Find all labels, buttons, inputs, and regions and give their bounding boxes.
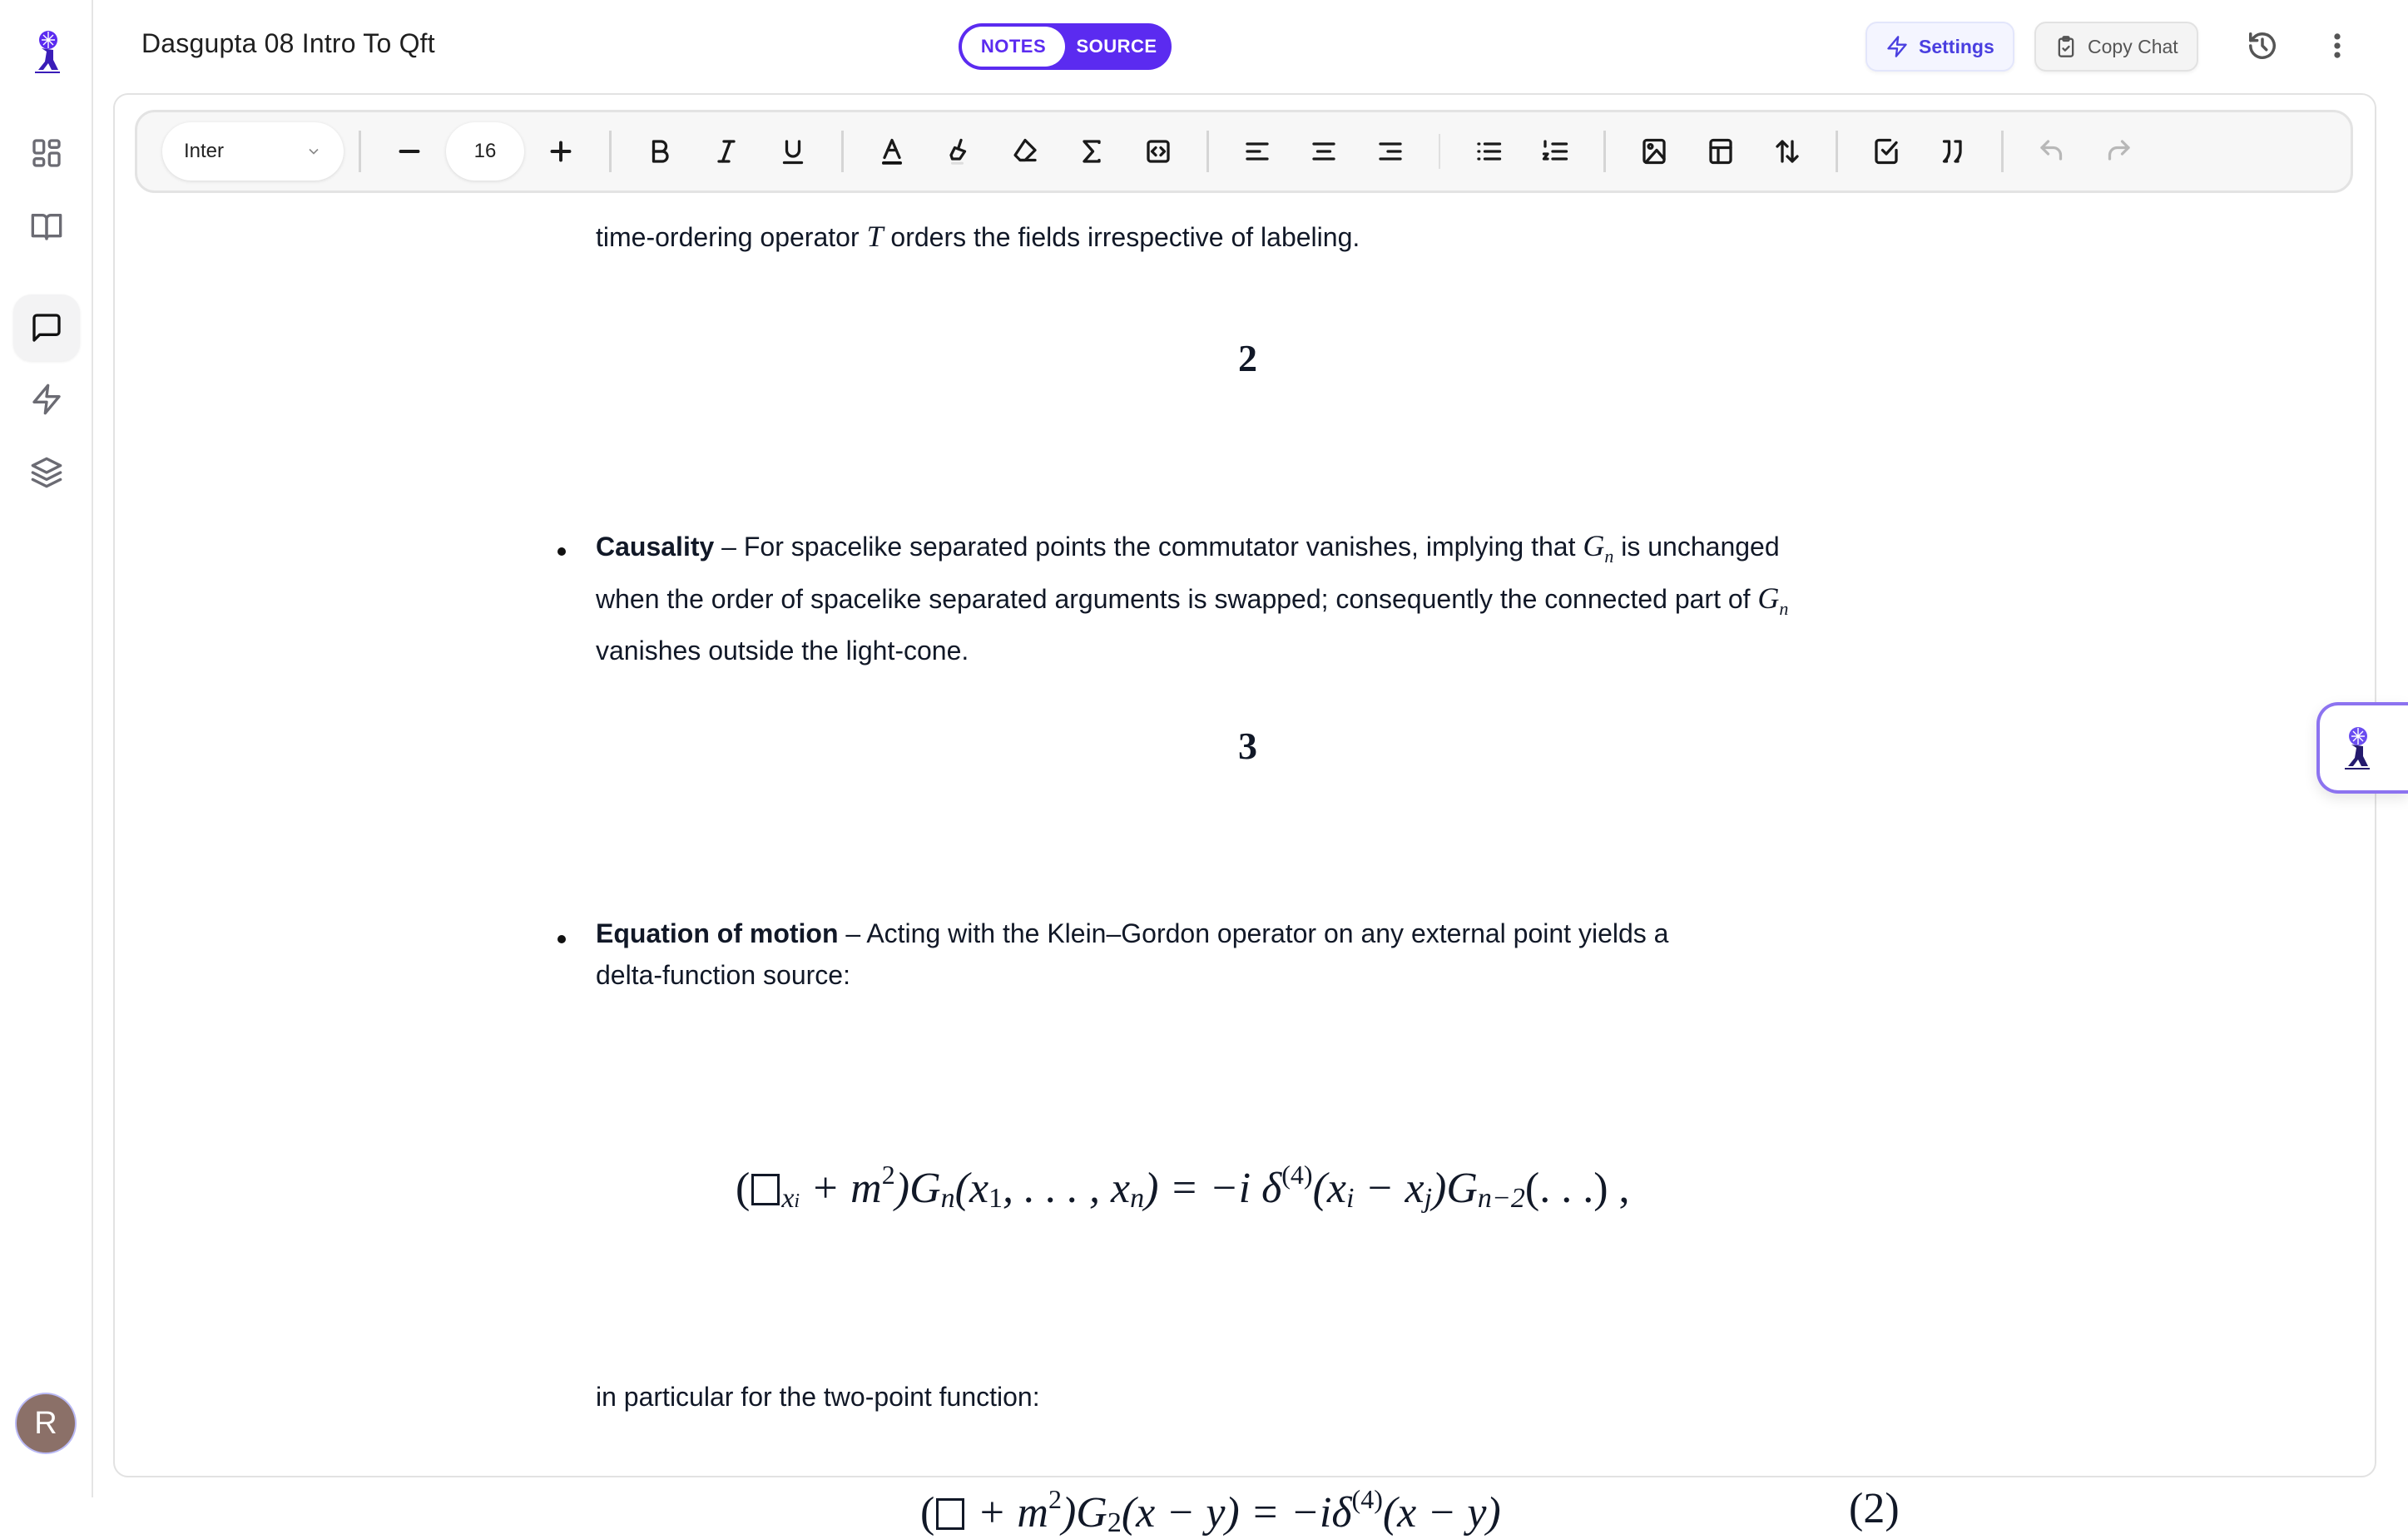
avatar-initial: R — [34, 1405, 57, 1441]
toolbar-divider — [359, 131, 361, 172]
insert-table-button[interactable] — [1697, 127, 1745, 176]
clear-format-button[interactable] — [1001, 127, 1049, 176]
text: when the order of spacelike separated arguments is swapped; consequently the connected part of — [596, 584, 1758, 615]
redo-icon — [2103, 136, 2133, 166]
bullet-list-button[interactable] — [1464, 127, 1513, 176]
numbered-list-button[interactable] — [1531, 127, 1579, 176]
plus-icon — [546, 136, 576, 166]
user-avatar[interactable] — [17, 1394, 75, 1452]
underline-button[interactable] — [769, 127, 817, 176]
redo-button[interactable] — [2094, 127, 2143, 176]
section-heading-2: 2 — [1238, 337, 1257, 379]
toolbar-divider — [841, 131, 844, 172]
sigma-icon — [1077, 136, 1107, 166]
list-item-causality — [596, 525, 2060, 671]
copy-chat-button[interactable] — [2034, 22, 2198, 72]
message-square-icon — [30, 311, 63, 344]
undo-button[interactable] — [2028, 127, 2076, 176]
arrow-up-down-icon — [1772, 136, 1802, 166]
clipboard-check-icon — [2054, 35, 2078, 58]
zap-icon — [30, 383, 63, 416]
highlighter-icon — [944, 136, 974, 166]
editor — [113, 93, 2376, 1538]
underline-icon — [778, 136, 808, 166]
toolbar-divider — [1603, 131, 1606, 172]
atlas-logo-icon[interactable] — [28, 28, 65, 75]
text: – For spacelike separated points the commutator vanishes, implying that — [714, 532, 1583, 562]
document-content[interactable] — [115, 195, 2375, 1538]
align-left-icon — [1242, 136, 1272, 166]
document-title: Dasgupta 08 Intro To Qft — [141, 28, 435, 58]
sidebar-item-actions[interactable] — [13, 366, 80, 433]
formatting-toolbar — [135, 110, 2353, 193]
formula-button[interactable] — [1068, 127, 1116, 176]
equation-klein-gordon-general: ( $_{xi} + m^2)G_n(x_1$, . . . , $x_n) = -i$ $\delta^{(4)}(x_i - x_j)G_{n-2}$(. . .) , — [736, 1160, 1630, 1214]
zap-icon — [1885, 35, 1909, 58]
sort-button[interactable] — [1763, 127, 1811, 176]
minus-icon — [394, 136, 424, 166]
align-right-button[interactable] — [1366, 127, 1415, 176]
grid-icon — [30, 136, 63, 170]
text-color-icon — [877, 136, 907, 166]
assistant-launcher-button[interactable] — [2316, 702, 2408, 794]
eraser-icon — [1010, 136, 1040, 166]
increase-font-size-button[interactable] — [537, 127, 585, 176]
text: – Acting with the Klein–Gordon operator on any external point yields a — [838, 918, 1669, 948]
bold-icon — [645, 136, 675, 166]
eom-title: Equation of motion — [596, 918, 839, 948]
sidebar-item-dashboard[interactable] — [13, 120, 80, 186]
image-icon — [1639, 136, 1669, 166]
bullet-dot — [557, 935, 566, 943]
chevron-down-icon — [305, 143, 322, 160]
math-Gn: $G_n$ — [1583, 529, 1614, 567]
sidebar-item-library[interactable] — [13, 193, 80, 260]
bullet-dot — [557, 547, 566, 556]
align-center-button[interactable] — [1300, 127, 1348, 176]
code-block-button[interactable] — [1134, 127, 1182, 176]
paragraph-two-point: in particular for the two-point function: — [596, 1382, 1040, 1412]
text-color-button[interactable] — [868, 127, 916, 176]
settings-button[interactable] — [1865, 22, 2014, 72]
toolbar-divider — [1836, 131, 1838, 172]
insert-image-button[interactable] — [1630, 127, 1678, 176]
sidebar-item-chat[interactable] — [13, 294, 80, 361]
quote-button[interactable] — [1929, 127, 1977, 176]
toolbar-divider — [1206, 131, 1209, 172]
font-family-select[interactable] — [162, 122, 344, 181]
bold-button[interactable] — [636, 127, 684, 176]
text: orders the fields irrespective of labeling. — [883, 222, 1360, 252]
history-icon — [2247, 30, 2278, 62]
settings-label: Settings — [1919, 35, 1994, 57]
numbered-list-icon — [1540, 136, 1570, 166]
align-right-icon — [1375, 136, 1405, 166]
font-family-value: Inter — [184, 140, 225, 162]
align-center-icon — [1309, 136, 1339, 166]
sidebar-item-layers[interactable] — [13, 439, 80, 506]
equation-two-point: ( + $m^2)G_2(x - y) = -i\delta^{(4)}(x - y)$ — [920, 1484, 1501, 1538]
checkbox-button[interactable] — [1862, 127, 1910, 176]
decrease-font-size-button[interactable] — [385, 127, 434, 176]
quote-icon — [1938, 136, 1968, 166]
toolbar-divider — [2001, 131, 2004, 172]
paragraph-time-ordering — [596, 215, 1360, 258]
math-Gn: $G_n$ — [1757, 581, 1789, 620]
book-open-icon — [30, 210, 63, 243]
text: delta-function source: — [596, 960, 850, 990]
font-size-input[interactable]: 16 — [446, 122, 524, 181]
code-block-icon — [1143, 136, 1173, 166]
highlight-button[interactable] — [934, 127, 983, 176]
italic-button[interactable] — [702, 127, 751, 176]
section-heading-3: 3 — [1238, 725, 1257, 767]
text: vanishes outside the light-cone. — [596, 636, 969, 666]
copy-chat-label: Copy Chat — [2088, 35, 2178, 57]
text: time-ordering operator — [596, 222, 867, 252]
history-button[interactable] — [2242, 25, 2283, 67]
left-rail — [0, 0, 93, 1497]
tab-source[interactable]: SOURCE — [1076, 36, 1157, 57]
toolbar-divider — [609, 131, 612, 172]
more-vertical-icon — [2321, 30, 2353, 62]
text: is unchanged — [1613, 532, 1780, 562]
more-options-button[interactable] — [2316, 25, 2358, 67]
italic-icon — [711, 136, 741, 166]
undo-icon — [2037, 136, 2067, 166]
causality-title: Causality — [596, 532, 715, 562]
atlas-logo-icon — [2338, 723, 2375, 773]
header — [93, 0, 2396, 93]
table-icon — [1706, 136, 1736, 166]
math-T: T — [866, 220, 884, 253]
align-left-button[interactable] — [1233, 127, 1281, 176]
notes-source-toggle[interactable] — [959, 23, 1172, 70]
toolbar-divider — [1439, 134, 1440, 169]
checkbox-icon — [1871, 136, 1901, 166]
bullet-list-icon — [1474, 136, 1504, 166]
equation-number: (2) — [1849, 1485, 1900, 1532]
list-item-equation-of-motion — [596, 913, 2060, 996]
tab-notes[interactable]: NOTES — [962, 27, 1065, 67]
layers-icon — [30, 456, 63, 489]
